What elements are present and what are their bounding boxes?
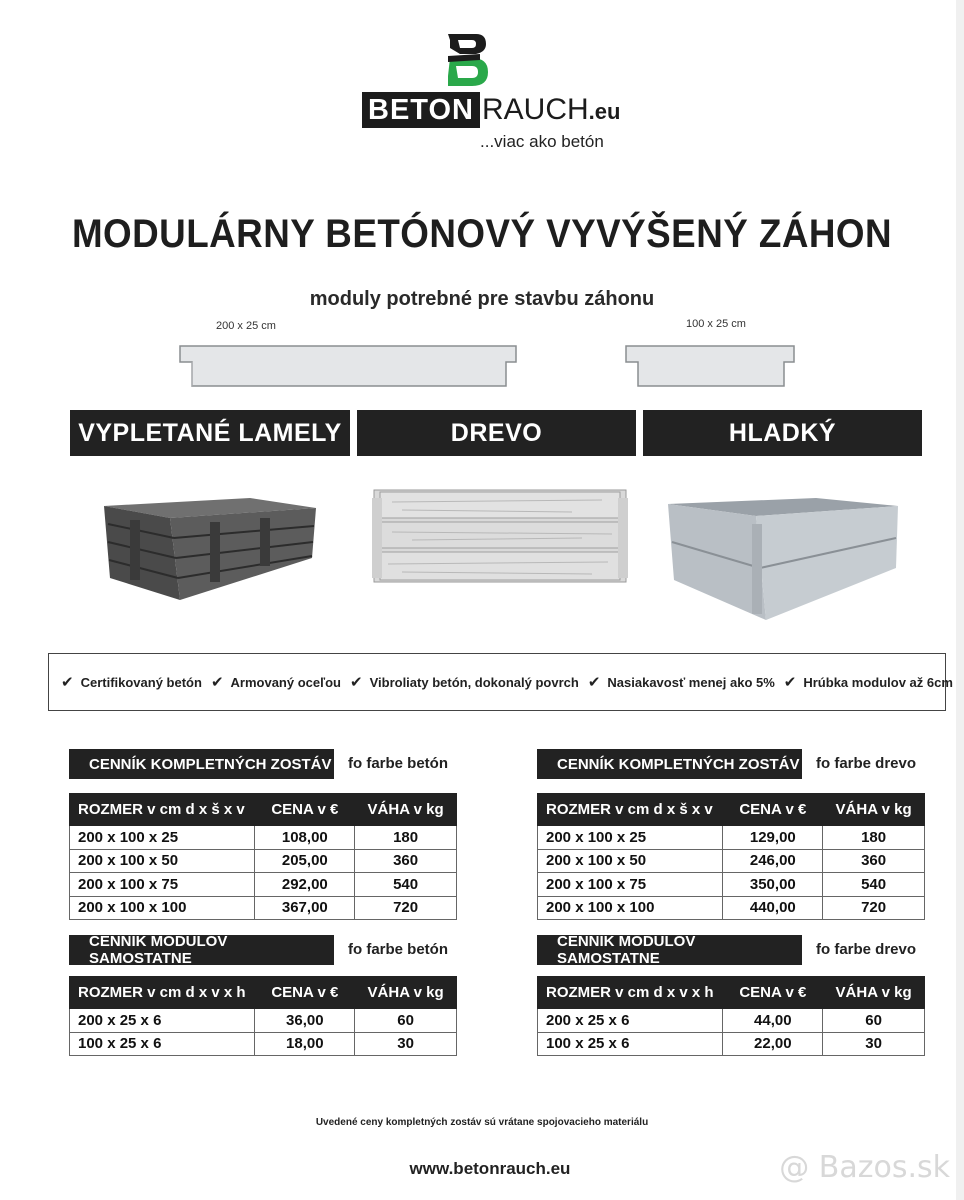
table-row: 200 x 25 x 6 36,00 60 [70, 1009, 457, 1033]
checkmark-icon: ✔ [587, 674, 601, 691]
module-short-image [624, 342, 798, 390]
sets-wood-table [537, 793, 925, 920]
at-icon: @ [779, 1150, 810, 1185]
table-row: 100 x 25 x 6 18,00 30 [70, 1032, 457, 1056]
bazos-watermark: @ Bazos.sk [779, 1150, 950, 1185]
table-header-row: ROZMER v cm d x v x h CENA v € VÁHA v kg [538, 977, 925, 1009]
table-row: 200 x 100 x 100 440,00 720 [538, 896, 925, 920]
table-row: 200 x 100 x 25 129,00 180 [538, 826, 925, 850]
smooth-planter-image [666, 494, 902, 624]
wood-planter-image [372, 488, 628, 584]
feature-item: ✔ Hrúbka modulov až 6cm [783, 674, 953, 691]
modules-concrete-heading: CENNÍK MODULOV SAMOSTATNE [69, 935, 334, 965]
page-edge [956, 0, 964, 1200]
sets-wood-note: fo farbe drevo [816, 755, 917, 772]
betonrauch-logo-icon [442, 30, 492, 88]
table-row: 200 x 100 x 50 246,00 360 [538, 849, 925, 873]
modules-wood-table [537, 976, 925, 1056]
checkmark-icon: ✔ [210, 674, 224, 691]
table-row: 200 x 100 x 25 108,00 180 [70, 826, 457, 850]
style-smooth: HLADKÝ [643, 410, 922, 456]
sets-concrete-heading: CENNÍK KOMPLETNÝCH ZOSTÁV [69, 749, 334, 779]
page-title: MODULÁRNY BETÓNOVÝ VYVÝŠENÝ ZÁHON [71, 212, 893, 256]
modules-wood-heading: CENNÍK MODULOV SAMOSTATNE [537, 935, 802, 965]
brand-tld: .eu [588, 99, 621, 124]
table-row: 200 x 100 x 75 350,00 540 [538, 873, 925, 897]
table-header-row: ROZMER v cm d x v x h CENA v € VÁHA v kg [70, 977, 457, 1009]
module-long-image [178, 342, 520, 390]
modules-wood-note: fo farbe drevo [816, 941, 917, 958]
module-short-dimension: 100 x 25 cm [686, 318, 746, 330]
table-row: 200 x 100 x 50 205,00 360 [70, 849, 457, 873]
modules-concrete-note: fo farbe betón [348, 941, 448, 958]
brand-tagline: ...viac ako betón [480, 132, 604, 151]
brand-wordmark [362, 92, 620, 128]
modules-concrete-table [69, 976, 457, 1056]
table-row: 100 x 25 x 6 22,00 30 [538, 1032, 925, 1056]
checkmark-icon: ✔ [61, 674, 74, 691]
price-footnote: Uvedené ceny kompletných zostáv sú vrátane spojovacieho materiálu [315, 1117, 649, 1128]
brand-beton: BETON [362, 92, 480, 128]
table-row: 200 x 100 x 100 367,00 720 [70, 896, 457, 920]
table-row: 200 x 25 x 6 44,00 60 [538, 1009, 925, 1033]
sets-concrete-table [69, 793, 457, 920]
table-header-row: ROZMER v cm d x š x v CENA v € VÁHA v kg [70, 794, 457, 826]
feature-item: ✔ Vibroliaty betón, dokonalý povrch [350, 674, 579, 691]
table-header-row: ROZMER v cm d x š x v CENA v € VÁHA v kg [538, 794, 925, 826]
feature-item: ✔ Armovaný oceľou [210, 674, 341, 691]
checkmark-icon: ✔ [350, 674, 363, 691]
page-subtitle: moduly potrebné pre stavbu záhonu [309, 288, 655, 310]
style-woven-slats: VYPLETANÉ LAMELY [70, 410, 350, 456]
sets-wood-heading: CENNÍK KOMPLETNÝCH ZOSTÁV [537, 749, 802, 779]
feature-item: ✔ Certifikovaný betón [61, 674, 202, 691]
feature-item: ✔ Nasiakavosť menej ako 5% [587, 674, 775, 691]
website-link[interactable]: www.betonrauch.eu [409, 1159, 571, 1178]
brand-rauch: RAUCH [481, 93, 589, 126]
table-row: 200 x 100 x 75 292,00 540 [70, 873, 457, 897]
features-box [48, 653, 953, 711]
style-wood: DREVO [357, 410, 636, 456]
module-long-dimension: 200 x 25 cm [216, 320, 276, 332]
woven-planter-image [100, 488, 320, 606]
sets-concrete-note: fo farbe betón [348, 755, 448, 772]
checkmark-icon: ✔ [783, 674, 797, 691]
